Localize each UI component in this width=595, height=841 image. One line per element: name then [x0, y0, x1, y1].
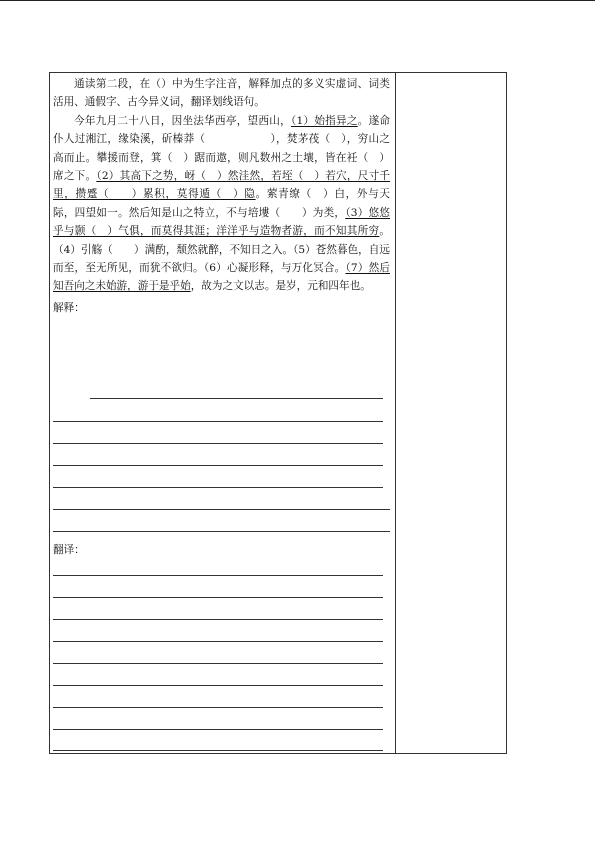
explain-answer-line[interactable]: [53, 509, 390, 510]
passage-text: [53, 112, 390, 296]
explain-answer-line[interactable]: [53, 443, 383, 444]
passage-segment: 今年九月二十八日，因坐法华西亭，望西山，: [74, 114, 291, 127]
translate-answer-line[interactable]: [53, 597, 383, 598]
passage-segment: ），焚茅茷（ ），穷山之高而止。攀援而登，箕（ ）踞而遨，则凡数州之土壤，皆在衽（ ）席之下。: [53, 133, 391, 183]
explain-answer-line[interactable]: [90, 398, 383, 399]
explain-answer-line[interactable]: [53, 421, 383, 422]
underlined-sentence: （2）其高下之势，岈（ ）然洼然，若垤（ ）若穴，尺寸千里，攒蹙（ ）累积，莫得遁（ ）隐: [53, 170, 390, 201]
explain-label: 解释：: [53, 301, 85, 314]
translate-answer-line[interactable]: [53, 575, 383, 576]
translate-answer-line[interactable]: [53, 729, 383, 730]
underlined-sentence: （1）始指异之: [290, 114, 358, 127]
translate-answer-line[interactable]: [53, 619, 383, 620]
translate-label: 翻译：: [53, 544, 85, 556]
passage-segment: 。萦青缭（ ）白，外与天际，四望如一。然后知是山之特立，不与培塿（ ）为类，: [53, 188, 391, 219]
passage-segment: ，故为之文以志。是岁，元和四年也。: [190, 280, 371, 293]
passage-segment: [205, 133, 270, 145]
explain-answer-line[interactable]: [53, 531, 390, 532]
worksheet-content: [53, 75, 390, 317]
explain-answer-line[interactable]: [53, 465, 383, 466]
translate-answer-line[interactable]: [53, 707, 383, 708]
passage-segment: 。（4）引觞（ ）满酌，颓然就醉，不知日之入。（5）苍然暮色，自远而至，至无所见，而犹不欲归。（6）心凝形释，与万化冥合。: [53, 225, 390, 275]
column-divider: [395, 72, 396, 754]
passage-segment: 。遂命仆人过湘江，缘染溪，斫榛莽（: [53, 114, 391, 146]
translate-answer-line[interactable]: [53, 750, 383, 751]
translate-answer-line[interactable]: [53, 641, 383, 642]
page-top-rule: [0, 0, 595, 1]
underlined-sentence: （7）然后知吾向之未始游，游于是乎始: [53, 262, 390, 293]
translate-answer-line[interactable]: [53, 685, 383, 686]
underlined-sentence: （3）悠悠乎与颢（ ）气俱，而莫得其涯；洋洋乎与造物者游，而不知其所穷: [53, 206, 390, 238]
explain-answer-line[interactable]: [53, 487, 383, 488]
instruction-text: 通读第二段，在（）中为生字注音，解释加点的多义实虚词、词类活用、通假字、古今异义词，翻译划线语句。: [53, 78, 390, 109]
translate-answer-line[interactable]: [53, 663, 383, 664]
